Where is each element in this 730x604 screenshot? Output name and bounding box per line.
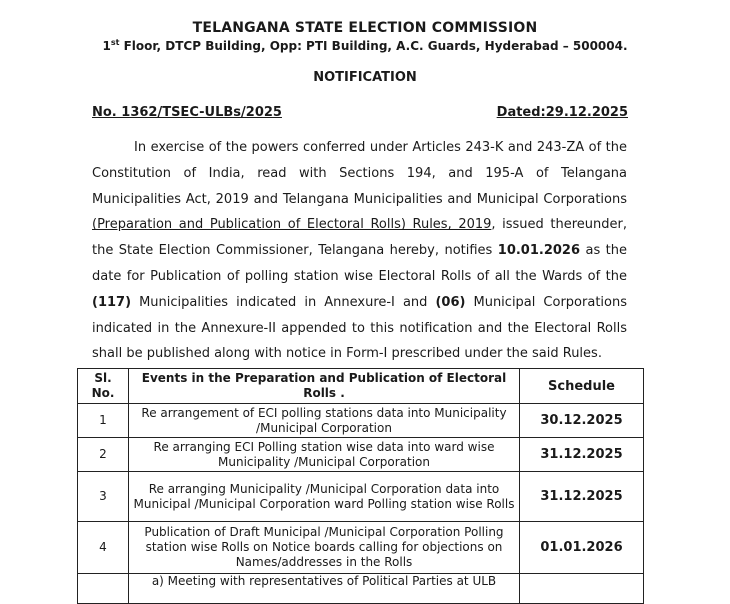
header-events: Events in the Preparation and Publication of Electoral Rolls . <box>129 369 520 404</box>
row-date: 30.12.2025 <box>520 404 644 438</box>
para-text-2: , issued thereunder, the State Election Commissioner, Telangana hereby, notifies <box>92 217 627 259</box>
table-row <box>78 574 644 604</box>
row-sl-no: 3 <box>78 472 129 522</box>
header-sl-no: Sl. No. <box>78 369 129 404</box>
row-event: Publication of Draft Municipal /Municipal Corporation Polling station wise Rolls on Notice boards calling for objections on Names/addresses in the Rolls <box>129 522 520 574</box>
row-date <box>520 574 644 604</box>
notification-paragraph <box>92 135 627 367</box>
reference-line <box>92 105 628 120</box>
row-sl-no: 2 <box>78 438 129 472</box>
notification-heading: NOTIFICATION <box>313 70 417 85</box>
commission-address <box>0 38 730 53</box>
address-floor-suffix: st <box>110 38 120 47</box>
address-floor-number: 1 <box>102 39 111 53</box>
row-event: Re arranging ECI Polling station wise data into ward wise Municipality /Municipal Corporation <box>129 438 520 472</box>
row-event: Re arranging Municipality /Municipal Corporation data into Municipal /Municipal Corporation ward Polling station wise Rolls <box>129 472 520 522</box>
notification-date: Dated:29.12.2025 <box>496 105 628 120</box>
row-date: 31.12.2025 <box>520 438 644 472</box>
para-text-1: In exercise of the powers conferred under Articles 243-K and 243-ZA of the Constitution of India, read with Sections 194, and 195-A of Telangana Municipalities Act, 2019 and Telangana Municipalities and Municipal Corporations <box>92 140 627 207</box>
municipalities-count: (117) <box>92 294 132 310</box>
table-header-row <box>78 369 644 404</box>
table-row <box>78 404 644 438</box>
table-row <box>78 472 644 522</box>
table-row <box>78 522 644 574</box>
notification-number: No. 1362/TSEC-ULBs/2025 <box>92 105 282 120</box>
table-row <box>78 438 644 472</box>
corporations-count: (06) <box>435 294 466 310</box>
para-text-5: Municipal Corporations indicated in the Annexure-II appended to this notification and the Electoral Rolls shall be published along with notice in Form-I prescribed under the said Rules. <box>92 294 627 362</box>
row-sl-no: 4 <box>78 522 129 574</box>
publication-date: 10.01.2026 <box>497 243 581 259</box>
rules-name: (Preparation and Publication of Electoral Rolls) Rules, 2019 <box>92 217 492 233</box>
commission-title: TELANGANA STATE ELECTION COMMISSION <box>192 20 538 36</box>
row-sl-no: 1 <box>78 404 129 438</box>
row-sl-no <box>78 574 129 604</box>
para-text-3: as the date for Publication of polling station wise Electoral Rolls of all the Wards of the <box>92 243 628 284</box>
schedule-table <box>77 368 644 604</box>
para-text-4: Municipalities indicated in Annexure-I and <box>131 294 436 310</box>
address-text: Floor, DTCP Building, Opp: PTI Building, A.C. Guards, Hyderabad – 500004. <box>119 39 628 53</box>
row-event: Re arrangement of ECI polling stations data into Municipality /Municipal Corporation <box>129 404 520 438</box>
row-event: a) Meeting with representatives of Political Parties at ULB <box>129 574 520 604</box>
row-date: 01.01.2026 <box>520 522 644 574</box>
header-schedule: Schedule <box>520 369 644 404</box>
row-date: 31.12.2025 <box>520 472 644 522</box>
